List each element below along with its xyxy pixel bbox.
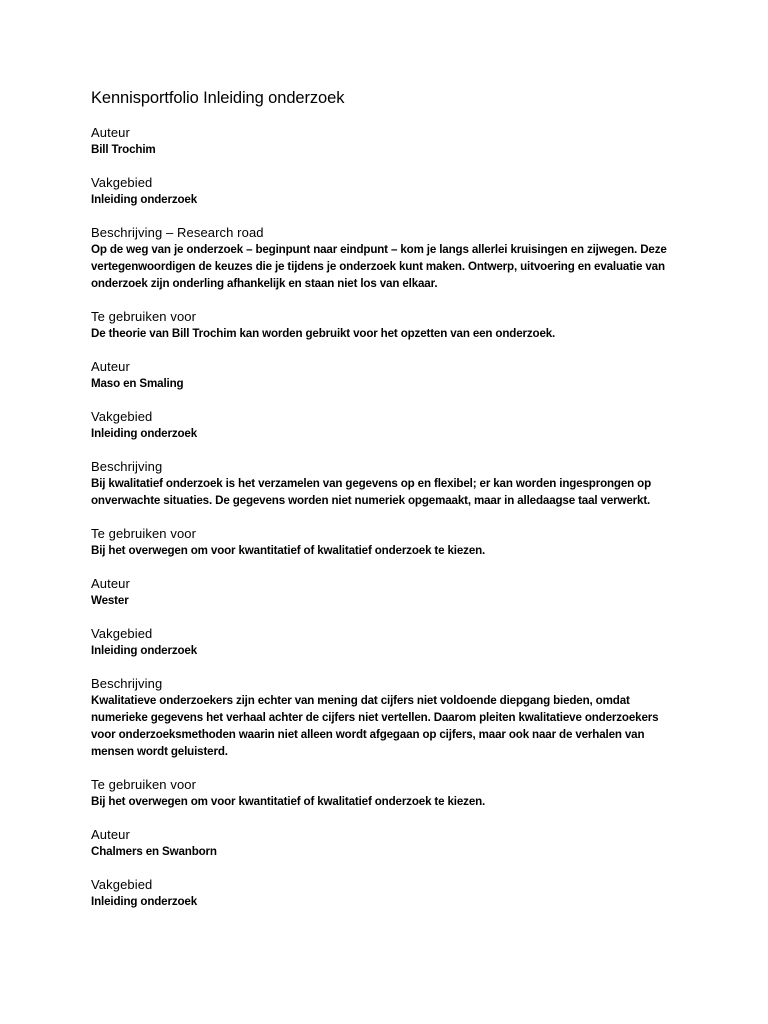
author-field [91,358,691,392]
subject-label: Vakgebied [91,409,153,424]
subject-value: Inleiding onderzoek [91,644,198,657]
subject-value: Inleiding onderzoek [91,895,198,908]
usage-label: Te gebruiken voor [91,526,197,541]
document-title: Kennisportfolio Inleiding onderzoek [91,89,345,107]
subject-value: Inleiding onderzoek [91,193,198,206]
author-value: Maso en Smaling [91,377,184,390]
author-value: Bill Trochim [91,143,156,156]
author-field [91,124,691,158]
usage-label: Te gebruiken voor [91,309,197,324]
usage-value: Bij het overwegen om voor kwantitatief of kwalitatief onderzoek te kiezen. [91,795,486,808]
subject-field [91,625,691,659]
author-label: Auteur [91,125,130,140]
usage-label: Te gebruiken voor [91,777,197,792]
document-page [91,88,691,926]
usage-field [91,525,691,559]
usage-value: De theorie van Bill Trochim kan worden gebruikt voor het opzetten van een onderzoek. [91,327,556,340]
description-field [91,675,691,760]
usage-field [91,308,691,342]
author-label: Auteur [91,359,130,374]
subject-label: Vakgebied [91,626,153,641]
author-field [91,826,691,860]
usage-value: Bij het overwegen om voor kwantitatief of kwalitatief onderzoek te kiezen. [91,544,486,557]
author-field [91,575,691,609]
description-label: Beschrijving [91,459,163,474]
author-value: Chalmers en Swanborn [91,845,217,858]
description-field [91,458,691,509]
subject-value: Inleiding onderzoek [91,427,198,440]
subject-field [91,174,691,208]
subject-field [91,876,691,910]
description-value: Bij kwalitatief onderzoek is het verzamelen van gegevens op en flexibel; er kan worden ingesprongen op onverwachte situaties. De gegevens worden niet numeriek opgemaakt, maar in alledaagse taal verwerkt. [91,477,652,507]
subject-field [91,408,691,442]
subject-label: Vakgebied [91,877,153,892]
author-label: Auteur [91,827,130,842]
description-label: Beschrijving [91,676,163,691]
description-value: Kwalitatieve onderzoekers zijn echter van mening dat cijfers niet voldoende diepgang bieden, omdat numerieke gegevens het verhaal achter de cijfers niet vertellen. Daarom pleiten kwalitatieve onderzoekers voor onderzoeksmethoden waarin niet alleen wordt afgegaan op cijfers, maar ook naar de verhalen van mensen wordt geluisterd. [91,694,659,758]
author-value: Wester [91,594,129,607]
description-value: Op de weg van je onderzoek – beginpunt naar eindpunt – kom je langs allerlei kruisingen en zijwegen. Deze vertegenwoordigen de keuzes die je tijdens je onderzoek kunt maken. Ontwerp, uitvoering en evaluatie van onderzoek zijn onderling afhankelijk en staan niet los van elkaar. [91,243,667,290]
usage-field [91,776,691,810]
author-label: Auteur [91,576,130,591]
description-field [91,224,691,292]
subject-label: Vakgebied [91,175,153,190]
description-label: Beschrijving – Research road [91,225,264,240]
